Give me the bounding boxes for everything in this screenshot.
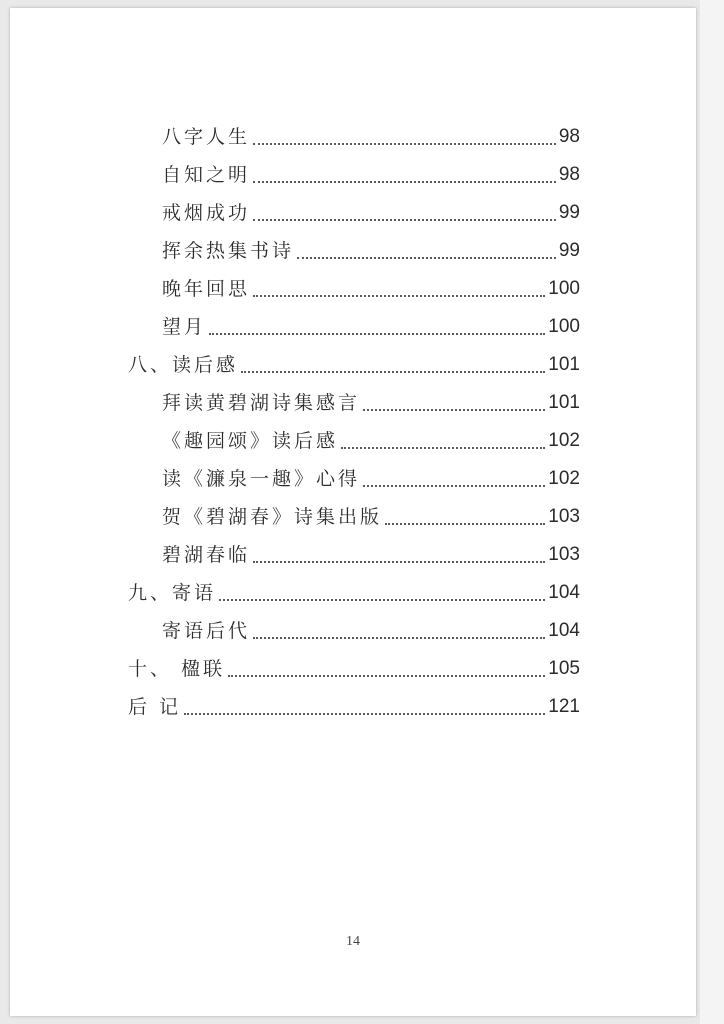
toc-entry [162, 386, 580, 416]
dot-leader [253, 561, 545, 563]
toc-entry [162, 272, 580, 302]
toc-section-title: 十、 楹联 [128, 658, 226, 680]
toc-entry-title: 望月 [162, 316, 207, 338]
toc-entry-page: 101 [548, 392, 580, 413]
dot-leader [253, 181, 556, 183]
dot-leader [241, 371, 545, 373]
document-page [10, 8, 696, 1016]
toc-entry [162, 120, 580, 150]
toc-entry-page: 99 [558, 202, 580, 223]
dot-leader [253, 637, 545, 639]
dot-leader [184, 713, 545, 715]
toc-entry-page: 104 [548, 620, 580, 641]
toc-entry [162, 234, 580, 264]
toc-section-title: 后 记 [128, 696, 182, 718]
toc-entry-page: 102 [548, 468, 580, 489]
dot-leader [385, 523, 545, 525]
toc-entry-title: 挥余热集书诗 [162, 240, 295, 262]
toc-entry-page: 101 [548, 354, 580, 375]
dot-leader [341, 447, 545, 449]
toc-entry-title: 八字人生 [162, 126, 251, 148]
toc-entry-page: 103 [548, 506, 580, 527]
page-number: 14 [346, 934, 360, 949]
toc-entry [162, 614, 580, 644]
toc-entry-title: 《趣园颂》读后感 [162, 430, 339, 452]
toc-entry [162, 310, 580, 340]
toc-entry-title: 晚年回思 [162, 278, 251, 300]
dot-leader [253, 295, 545, 297]
dot-leader [228, 675, 545, 677]
toc-entry-title: 碧湖春临 [162, 544, 251, 566]
toc-entry [162, 158, 580, 188]
toc-entry [162, 196, 580, 226]
toc-entry-page: 98 [558, 164, 580, 185]
toc-entry-page: 100 [548, 278, 580, 299]
toc-entry-page: 121 [548, 696, 580, 717]
toc-entry-page: 100 [548, 316, 580, 337]
toc-entry-page: 98 [558, 126, 580, 147]
dot-leader [253, 143, 556, 145]
dot-leader [363, 485, 545, 487]
dot-leader [209, 333, 545, 335]
table-of-contents [10, 8, 696, 768]
toc-entry [162, 462, 580, 492]
toc-entry [162, 500, 580, 530]
toc-section-title: 八、读后感 [128, 354, 239, 376]
toc-entry-title: 贺《碧湖春》诗集出版 [162, 506, 383, 528]
dot-leader [363, 409, 545, 411]
dot-leader [297, 257, 556, 259]
toc-entry-page: 103 [548, 544, 580, 565]
toc-section [128, 576, 580, 606]
toc-section [128, 690, 580, 720]
toc-section [128, 348, 580, 378]
toc-section-title: 九、寄语 [128, 582, 217, 604]
toc-entry-page: 99 [558, 240, 580, 261]
toc-entry-title: 寄语后代 [162, 620, 251, 642]
toc-entry-page: 102 [548, 430, 580, 451]
dot-leader [219, 599, 545, 601]
toc-entry [162, 424, 580, 454]
toc-entry-title: 拜读黄碧湖诗集感言 [162, 392, 361, 414]
toc-entry-page: 105 [548, 658, 580, 679]
scan-margin [700, 0, 724, 1024]
toc-entry-title: 自知之明 [162, 164, 251, 186]
toc-section [128, 652, 580, 682]
toc-entry [162, 538, 580, 568]
dot-leader [253, 219, 556, 221]
toc-entry-title: 读《濂泉一趣》心得 [162, 468, 361, 490]
toc-entry-title: 戒烟成功 [162, 202, 251, 224]
toc-entry-page: 104 [548, 582, 580, 603]
